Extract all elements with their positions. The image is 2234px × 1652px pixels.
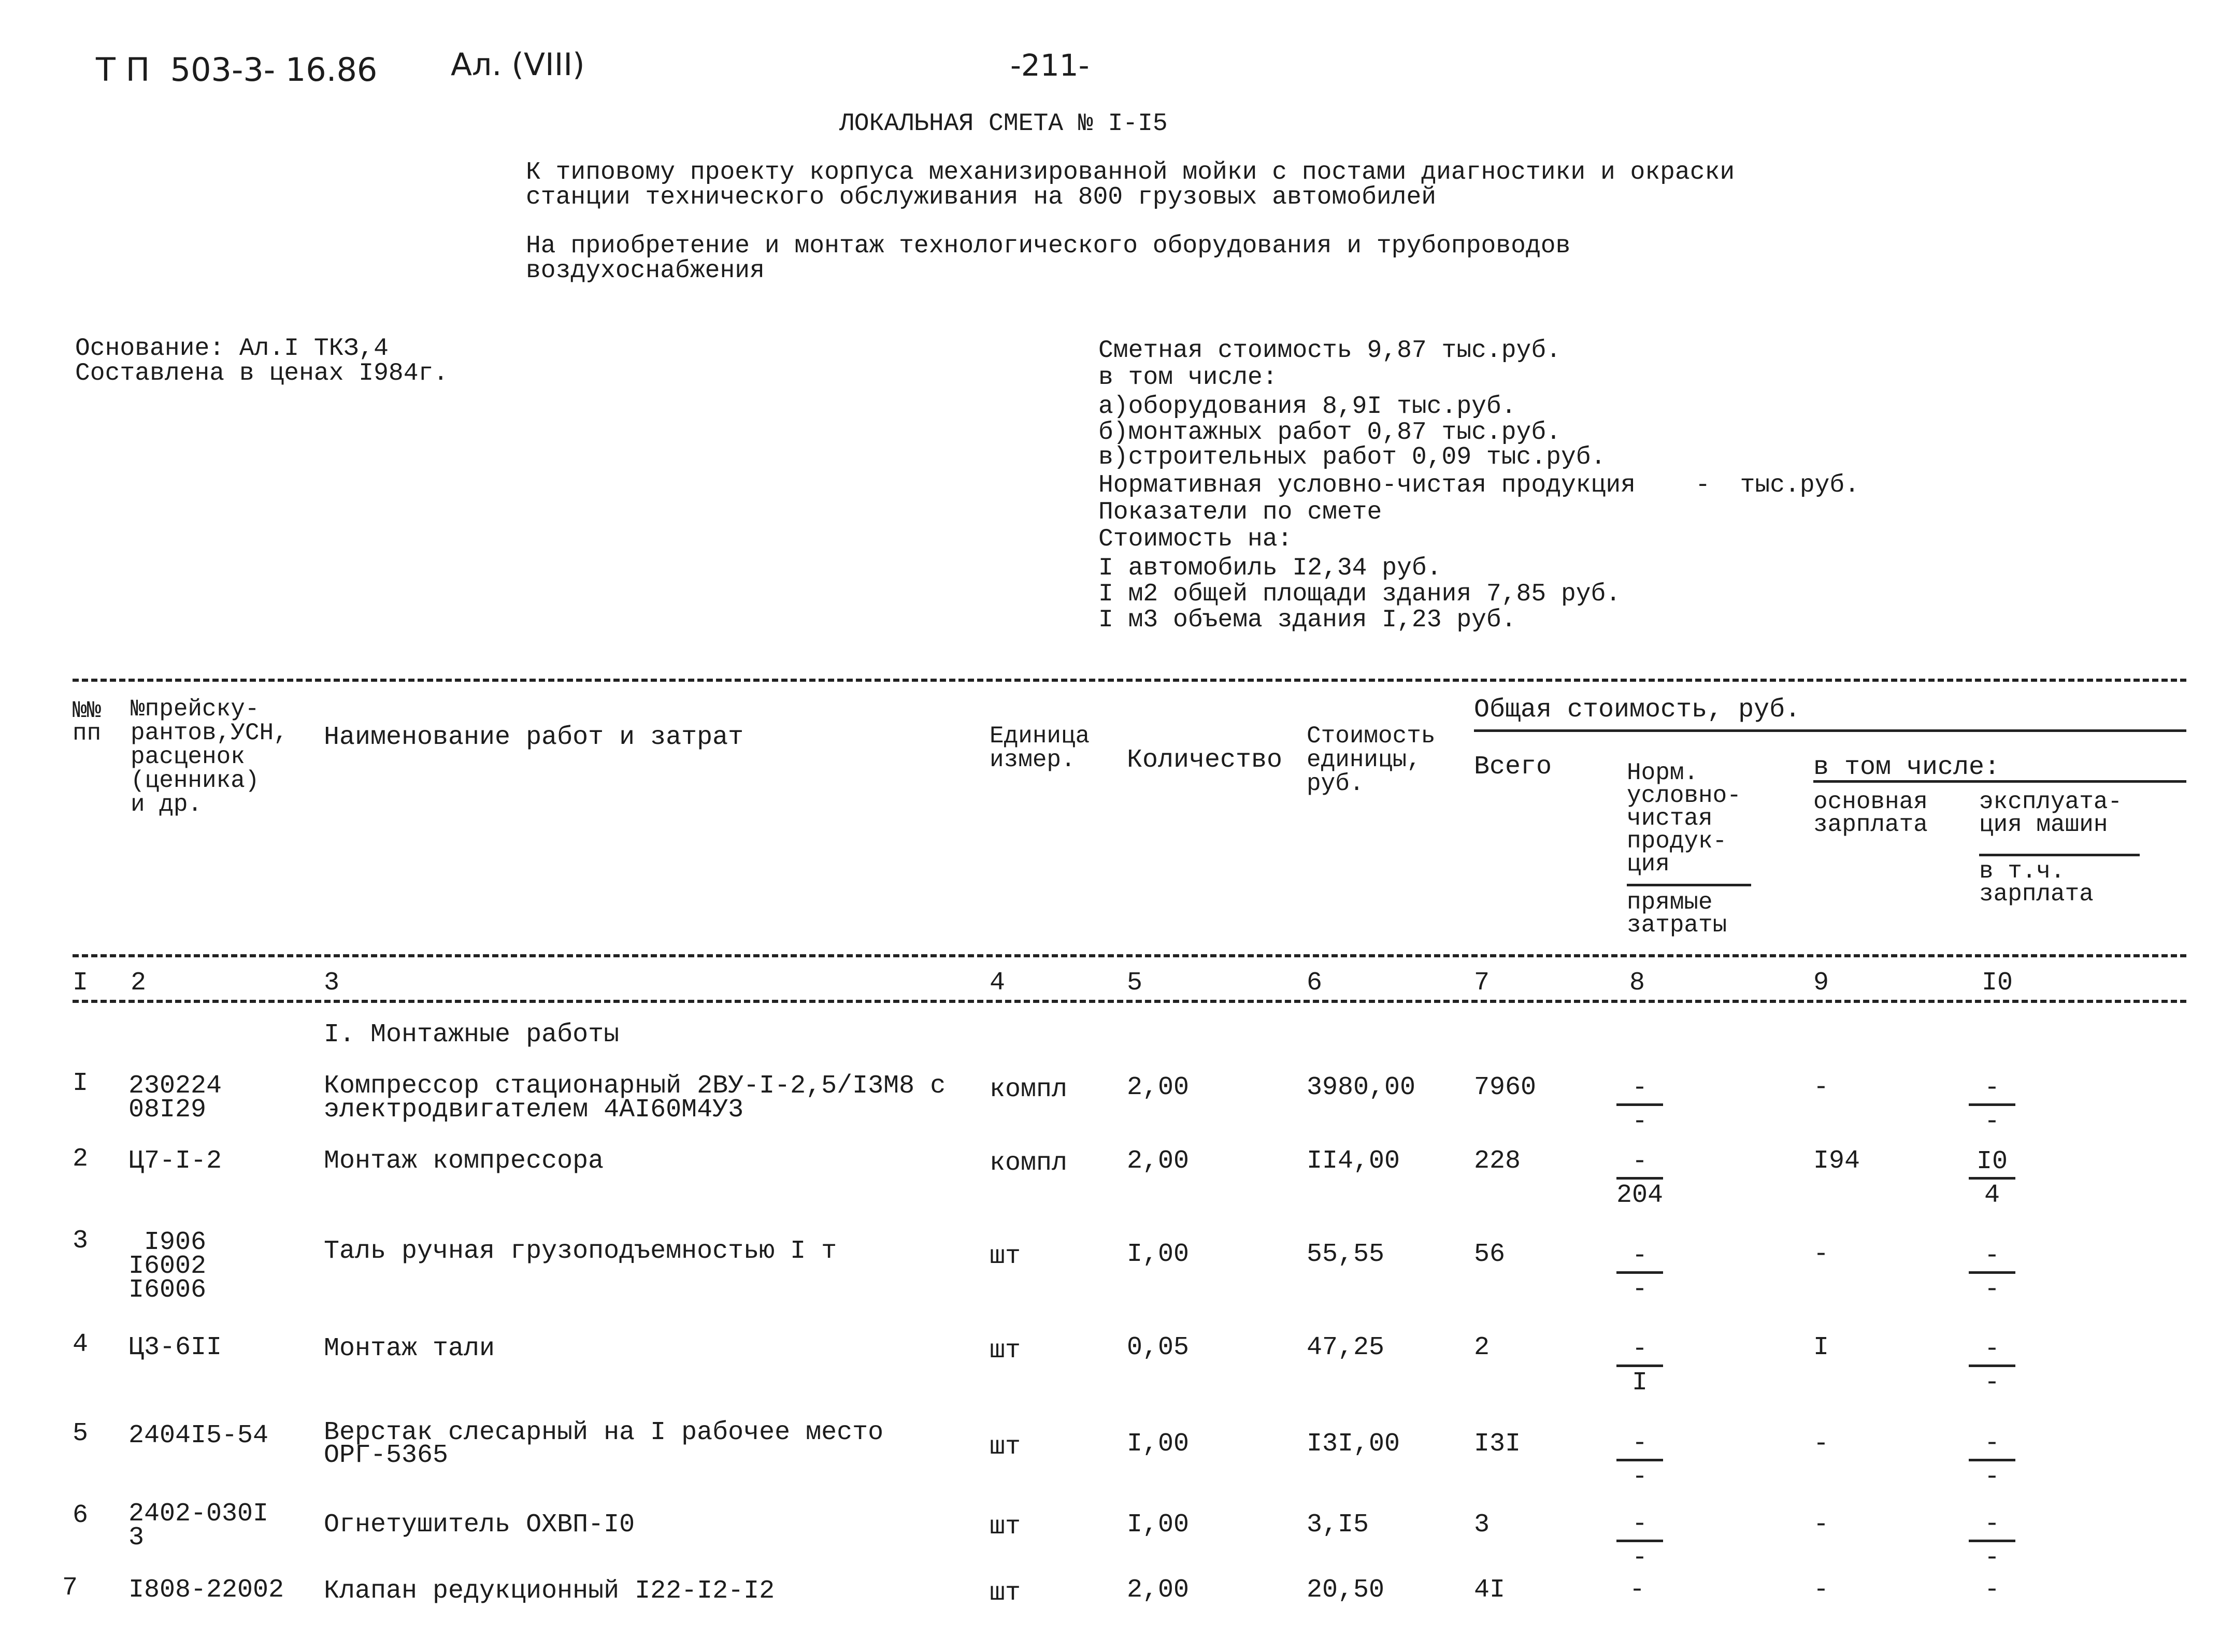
frac-bottom: -	[1631, 1462, 1648, 1492]
frac-bottom: -	[1984, 1462, 2000, 1492]
frac-bar	[1969, 1364, 2015, 1367]
header-including: в том числе:	[1813, 753, 2000, 782]
frac-bar	[1616, 1540, 1663, 1542]
row-total: 4I	[1474, 1575, 1506, 1605]
header-work-name: Наименование работ и затрат	[324, 723, 744, 752]
cost-summary-line: Нормативная условно-чистая продукция - тыс.руб.	[1098, 471, 1860, 499]
row-name: Компрессор стационарный 2ВУ-I-2,5/I3М8 с электродвигателем 4АI60М4У3	[324, 1071, 946, 1125]
project-code: Т П 503-3- 16.86	[96, 51, 378, 89]
frac-top: -	[1984, 1429, 2000, 1458]
frac-bottom: 204	[1616, 1181, 1664, 1210]
row-unit: шт	[990, 1432, 1021, 1462]
frac-bottom: -	[1984, 1368, 2000, 1398]
row-norm-direct	[1616, 1512, 1663, 1571]
purpose-line-1: На приобретение и монтаж технологического оборудования и трубопроводов	[526, 232, 1571, 260]
row-unit: компл	[990, 1148, 1068, 1178]
row-name: Верстак слесарный на I рабочее место ОРГ-5365	[324, 1418, 884, 1470]
frac-bottom: -	[1984, 1107, 2000, 1137]
frac-bar	[1616, 1271, 1663, 1274]
row-unit-price: 20,50	[1307, 1575, 1385, 1605]
column-number: 8	[1629, 968, 1645, 998]
frac-bottom: -	[1631, 1543, 1648, 1573]
header-quantity: Количество	[1127, 745, 1283, 775]
row-unit-price: II4,00	[1307, 1146, 1400, 1176]
row-quantity: I,00	[1127, 1240, 1190, 1269]
row-name: Клапан редукционный I22-I2-I2	[324, 1576, 775, 1606]
row-quantity: I,00	[1127, 1429, 1190, 1459]
row-total: 3	[1474, 1510, 1490, 1540]
row-total: 2	[1474, 1333, 1490, 1362]
album-number: Ал. (VIII)	[451, 47, 585, 83]
header-direct-costs: прямые затраты	[1627, 889, 1727, 939]
cost-summary-line: I м2 общей площади здания 7,85 руб.	[1098, 580, 1621, 608]
col8-divider	[1627, 884, 1751, 886]
frac-bar	[1616, 1459, 1663, 1461]
row-unit: шт	[990, 1512, 1021, 1542]
column-number: I0	[1982, 968, 2013, 998]
row-quantity: 0,05	[1127, 1333, 1190, 1362]
row-number: I	[73, 1069, 89, 1098]
cost-summary-line: б)монтажных работ 0,87 тыс.руб.	[1098, 419, 1561, 447]
column-number: I	[73, 968, 89, 998]
document-title: ЛОКАЛЬНАЯ СМЕТА № I-I5	[839, 110, 1168, 138]
section-title: I. Монтажные работы	[324, 1020, 620, 1050]
cost-summary-line: Сметная стоимость 9,87 тыс.руб.	[1098, 337, 1561, 365]
row-code: Ц7-I-2	[128, 1146, 222, 1176]
row-number: 3	[73, 1226, 89, 1256]
header-norm-net-product: Норм. условно- чистая продук- ция	[1627, 759, 1741, 878]
row-unit-price: 3,I5	[1307, 1510, 1369, 1540]
header-total: Всего	[1474, 752, 1552, 782]
header-price-list: №прейску- рантов,УСН, расценок (ценника) и др.	[131, 696, 288, 818]
row-unit-price: 3980,00	[1307, 1073, 1416, 1102]
row-machine	[1969, 1431, 2015, 1490]
purpose-line-2: воздухоснабжения	[526, 257, 765, 285]
row-unit: компл	[990, 1075, 1068, 1104]
row-name: Монтаж компрессора	[324, 1146, 604, 1176]
cost-summary-line: а)оборудования 8,9I тыс.руб.	[1098, 393, 1516, 421]
header-base-salary: основная зарплата	[1813, 788, 1928, 838]
row-number: 6	[73, 1501, 89, 1530]
frac-bar	[1616, 1103, 1663, 1106]
header-unit-cost: Стоимость единицы, руб.	[1307, 723, 1436, 797]
row-number: 5	[73, 1419, 89, 1448]
row-quantity: 2,00	[1127, 1146, 1190, 1176]
row-code: 2402-030I 3	[128, 1499, 269, 1553]
frac-top: -	[1631, 1429, 1648, 1458]
frac-bottom: -	[1984, 1275, 2000, 1304]
cost-summary-line: Показатели по смете	[1098, 498, 1382, 526]
row-code: I906 I6002 I6006	[128, 1228, 207, 1305]
row-name: Монтаж тали	[324, 1334, 495, 1363]
row-unit-price: 47,25	[1307, 1333, 1385, 1362]
row-number: 7	[62, 1573, 78, 1603]
row-norm-direct: -	[1629, 1575, 1645, 1605]
frac-bar	[1616, 1364, 1663, 1367]
row-machine	[1969, 1243, 2015, 1303]
row-total: 56	[1474, 1240, 1506, 1269]
cost-summary-line: Стоимость на:	[1098, 525, 1293, 553]
frac-top: -	[1984, 1510, 2000, 1539]
cost-summary-line: I м3 объема здания I,23 руб.	[1098, 606, 1516, 634]
row-norm-direct	[1616, 1149, 1663, 1209]
row-base-salary: -	[1813, 1240, 1829, 1269]
header-incl-salary: в т.ч. зарплата	[1979, 858, 2094, 908]
row-unit: шт	[990, 1242, 1021, 1271]
header-row-number: №№ пп	[73, 697, 102, 747]
row-norm-direct	[1616, 1431, 1663, 1490]
header-bottom-rule	[73, 954, 2186, 957]
column-number: 5	[1127, 968, 1143, 998]
total-cost-underline	[1474, 729, 2186, 732]
row-code: I808-22002	[128, 1575, 284, 1605]
row-number: 2	[73, 1144, 89, 1174]
row-total: I3I	[1474, 1429, 1521, 1459]
frac-bottom: -	[1631, 1275, 1648, 1304]
cost-summary-line: I автомобиль I2,34 руб.	[1098, 554, 1442, 582]
row-number: 4	[73, 1330, 89, 1359]
row-norm-direct	[1616, 1243, 1663, 1303]
row-code: 230224 08I29	[128, 1071, 222, 1125]
row-machine: -	[1984, 1575, 2000, 1605]
frac-bottom: I	[1631, 1368, 1648, 1398]
header-machine-operation: эксплуата- ция машин	[1979, 788, 2123, 838]
frac-top: -	[1631, 1147, 1648, 1176]
frac-top: I0	[1976, 1147, 2008, 1176]
row-machine	[1969, 1075, 2015, 1135]
row-base-salary: -	[1813, 1510, 1829, 1540]
row-base-salary: -	[1813, 1073, 1829, 1102]
col10-divider	[1979, 854, 2140, 856]
column-numbers-rule	[73, 1000, 2186, 1003]
row-total: 7960	[1474, 1073, 1537, 1102]
column-number: 3	[324, 968, 340, 998]
row-norm-direct	[1616, 1075, 1663, 1135]
frac-top: -	[1984, 1073, 2000, 1103]
basis-line-2: Составлена в ценах I984г.	[75, 360, 449, 387]
frac-bar	[1969, 1177, 2015, 1180]
row-unit: шт	[990, 1336, 1021, 1366]
row-name: Огнетушитель ОХВП-I0	[324, 1510, 635, 1540]
row-machine	[1969, 1149, 2015, 1209]
frac-bottom: -	[1631, 1107, 1648, 1137]
row-unit-price: 55,55	[1307, 1240, 1385, 1269]
frac-bar	[1969, 1459, 2015, 1461]
row-base-salary: -	[1813, 1575, 1829, 1605]
cost-summary-line: в том числе:	[1098, 364, 1278, 392]
frac-top: -	[1984, 1241, 2000, 1271]
row-machine	[1969, 1512, 2015, 1571]
column-number: 4	[990, 968, 1006, 998]
row-base-salary: I94	[1813, 1146, 1860, 1176]
table-top-rule	[73, 679, 2186, 682]
frac-bar	[1616, 1177, 1663, 1180]
page-number: -211-	[1010, 48, 1090, 83]
frac-top: -	[1631, 1334, 1648, 1364]
row-unit: шт	[990, 1578, 1021, 1608]
cost-summary-line: в)строительных работ 0,09 тыс.руб.	[1098, 443, 1606, 471]
row-quantity: 2,00	[1127, 1575, 1190, 1605]
row-total: 228	[1474, 1146, 1521, 1176]
row-base-salary: I	[1813, 1333, 1829, 1362]
subtitle-line-1: К типовому проекту корпуса механизированной мойки с постами диагностики и окраски	[526, 159, 1735, 186]
header-total-cost: Общая стоимость, руб.	[1474, 695, 1801, 725]
frac-bar	[1969, 1103, 2015, 1106]
basis-line-1: Основание: Ал.I ТКЗ,4	[75, 335, 389, 363]
frac-top: -	[1631, 1510, 1648, 1539]
row-code: Ц3-6II	[128, 1333, 222, 1362]
frac-bar	[1969, 1540, 2015, 1542]
row-base-salary: -	[1813, 1429, 1829, 1459]
row-code: 2404I5-54	[128, 1421, 269, 1450]
column-number: 7	[1474, 968, 1490, 998]
frac-top: -	[1631, 1073, 1648, 1103]
frac-top: -	[1631, 1241, 1648, 1271]
row-norm-direct	[1616, 1334, 1663, 1398]
column-number: 6	[1307, 968, 1323, 998]
row-quantity: I,00	[1127, 1510, 1190, 1540]
row-unit-price: I3I,00	[1307, 1429, 1400, 1459]
column-number: 9	[1813, 968, 1829, 998]
frac-bar	[1969, 1271, 2015, 1274]
row-name: Таль ручная грузоподъемностью I т	[324, 1237, 837, 1266]
frac-bottom: -	[1984, 1543, 2000, 1573]
header-unit: Единица измер.	[990, 723, 1090, 773]
frac-bottom: 4	[1984, 1181, 2000, 1210]
frac-top: -	[1984, 1334, 2000, 1364]
column-number: 2	[131, 968, 147, 998]
row-quantity: 2,00	[1127, 1073, 1190, 1102]
row-machine	[1969, 1334, 2015, 1398]
subtitle-line-2: станции технического обслуживания на 800 грузовых автомобилей	[526, 183, 1437, 211]
